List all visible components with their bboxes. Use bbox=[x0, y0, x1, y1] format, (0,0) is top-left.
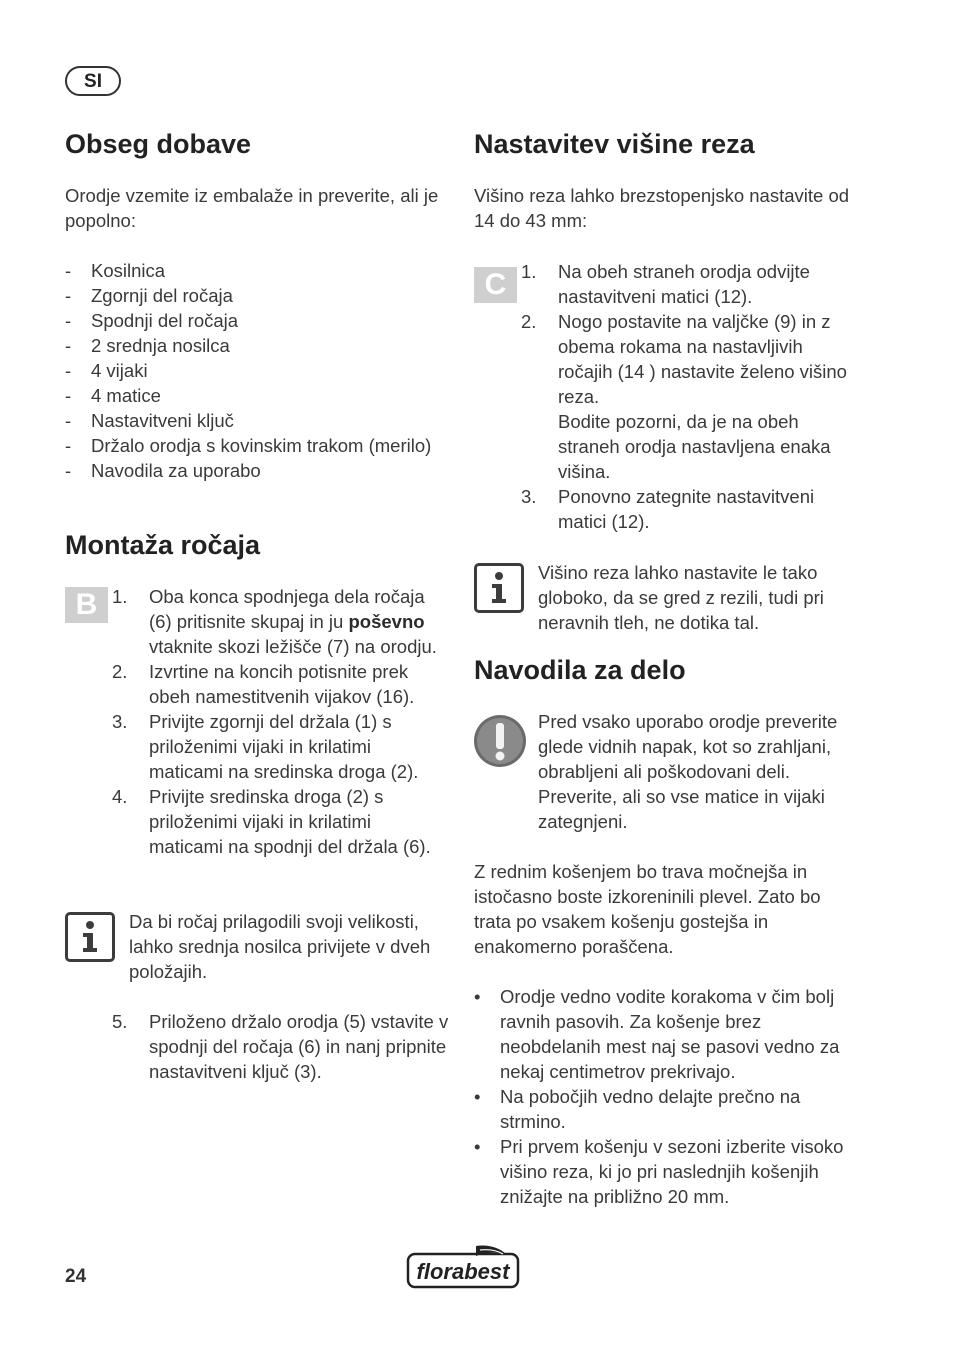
work-paragraph: Z rednim košenjem bo trava močnejša in istočasno boste izkoreninili plevel. Zato bo trata po vsakem košenju gostejša in enakomerno poraščena. bbox=[474, 861, 821, 957]
list-item bbox=[521, 259, 851, 309]
step-text: Izvrtine na koncih potisnite prek obeh namestitvenih vijakov (16). bbox=[149, 661, 415, 707]
step-note: Bodite pozorni, da je na obeh straneh orodja nastavljena enaka višina. bbox=[558, 411, 831, 482]
florabest-logo bbox=[406, 1244, 520, 1290]
scope-heading: Obseg dobave bbox=[65, 129, 252, 159]
scope-intro: Orodje vzemite iz embalaže in preverite, ali je popolno: bbox=[65, 185, 439, 231]
handle-steps bbox=[112, 584, 450, 859]
step-text: Privijte zgornji del držala (1) s priloženimi vijaki in krilatimi maticami na sredinska droga (2). bbox=[149, 711, 419, 782]
list-item bbox=[112, 1009, 450, 1084]
list-item: • Orodje vedno vodite korakoma v čim bolj ravnih pasovih. Za košenje brez neobdelanih mest naj se pasovi vedno za nekaj centimetrov prekrivajo. bbox=[474, 984, 859, 1084]
step-text-bold: poševno bbox=[348, 611, 425, 632]
work-bullets bbox=[474, 984, 859, 1209]
list-item bbox=[521, 484, 851, 534]
list-item: - Navodila za uporabo bbox=[65, 458, 445, 483]
cut-height-intro: Višino reza lahko brezstopenjsko nastavite od 14 do 43 mm: bbox=[474, 185, 850, 231]
figure-b-marker: B bbox=[65, 587, 108, 623]
step-text: Privijte sredinska droga (2) s priloženimi vijaki in krilatimi maticami na spodnji del držala (6). bbox=[149, 786, 431, 857]
step-text: Priloženo držalo orodja (5) vstavite v spodnji del ročaja (6) in nanj pripnite nastavitveni ključ (3). bbox=[149, 1011, 449, 1082]
cut-height-heading: Nastavitev višine reza bbox=[474, 129, 755, 159]
step-number: 1. bbox=[112, 586, 128, 607]
list-item: - Zgornji del ročaja bbox=[65, 283, 445, 308]
list-item: - Držalo orodja s kovinskim trakom (merilo) bbox=[65, 433, 445, 458]
step-text: Nogo postavite na valjčke (9) in z obema rokama na nastavljivih ročajih (14 ) nastavite želeno višino reza. bbox=[558, 311, 847, 407]
info-icon bbox=[474, 563, 524, 613]
work-heading: Navodila za delo bbox=[474, 655, 686, 685]
list-item bbox=[112, 584, 450, 659]
list-item bbox=[112, 659, 450, 709]
work-warning-text: Pred vsako uporabo orodje preverite glede vidnih napak, kot so zrahljani, obrabljeni ali poškodovani deli. Preverite, ali so vse matice in vijaki zategnjeni. bbox=[538, 711, 838, 832]
list-item bbox=[112, 784, 450, 859]
info-icon bbox=[65, 912, 115, 962]
step-text: vtaknite skozi ležišče (7) na orodju. bbox=[149, 636, 437, 657]
step-text: Na obeh straneh orodja odvijte nastavitveni matici (12). bbox=[558, 261, 810, 307]
cut-height-info-text: Višino reza lahko nastavite le tako globoko, da se gred z rezili, tudi pri neravnih tleh, ne dotika tal. bbox=[538, 562, 824, 633]
list-item: - Nastavitveni ključ bbox=[65, 408, 445, 433]
cut-height-steps bbox=[521, 259, 851, 534]
list-item: - 2 srednja nosilca bbox=[65, 333, 445, 358]
warning-icon bbox=[473, 714, 527, 768]
list-item: - Kosilnica bbox=[65, 258, 445, 283]
step-text: Oba konca spodnjega dela ročaja (6) pritisnite skupaj in ju bbox=[149, 586, 425, 632]
list-item: • Na pobočjih vedno delajte prečno na strmino. bbox=[474, 1084, 859, 1134]
handle-step-5 bbox=[112, 1009, 450, 1084]
step-number: 1. bbox=[521, 261, 537, 282]
step-number: 2. bbox=[521, 311, 537, 332]
step-number: 3. bbox=[521, 486, 537, 507]
list-item bbox=[112, 709, 450, 784]
handle-info-text: Da bi ročaj prilagodili svoji velikosti, lahko srednja nosilca privijete v dveh položajih. bbox=[129, 911, 431, 982]
figure-c-marker: C bbox=[474, 267, 517, 303]
step-text: Ponovno zategnite nastavitveni matici (12). bbox=[558, 486, 815, 532]
step-number: 2. bbox=[112, 661, 128, 682]
list-item: - Spodnji del ročaja bbox=[65, 308, 445, 333]
step-number: 5. bbox=[112, 1011, 128, 1032]
handle-heading: Montaža ročaja bbox=[65, 530, 261, 560]
list-item: • Pri prvem košenju v sezoni izberite visoko višino reza, ki jo pri naslednjih košenjih znižajte na približno 20 mm. bbox=[474, 1134, 859, 1209]
step-number: 3. bbox=[112, 711, 128, 732]
list-item bbox=[521, 309, 851, 484]
page-number: 24 bbox=[65, 1266, 87, 1287]
scope-list bbox=[65, 258, 445, 483]
list-item: - 4 matice bbox=[65, 383, 445, 408]
list-item: - 4 vijaki bbox=[65, 358, 445, 383]
logo-text: florabest bbox=[416, 1259, 510, 1284]
step-number: 4. bbox=[112, 786, 128, 807]
language-badge: SI bbox=[65, 66, 121, 96]
